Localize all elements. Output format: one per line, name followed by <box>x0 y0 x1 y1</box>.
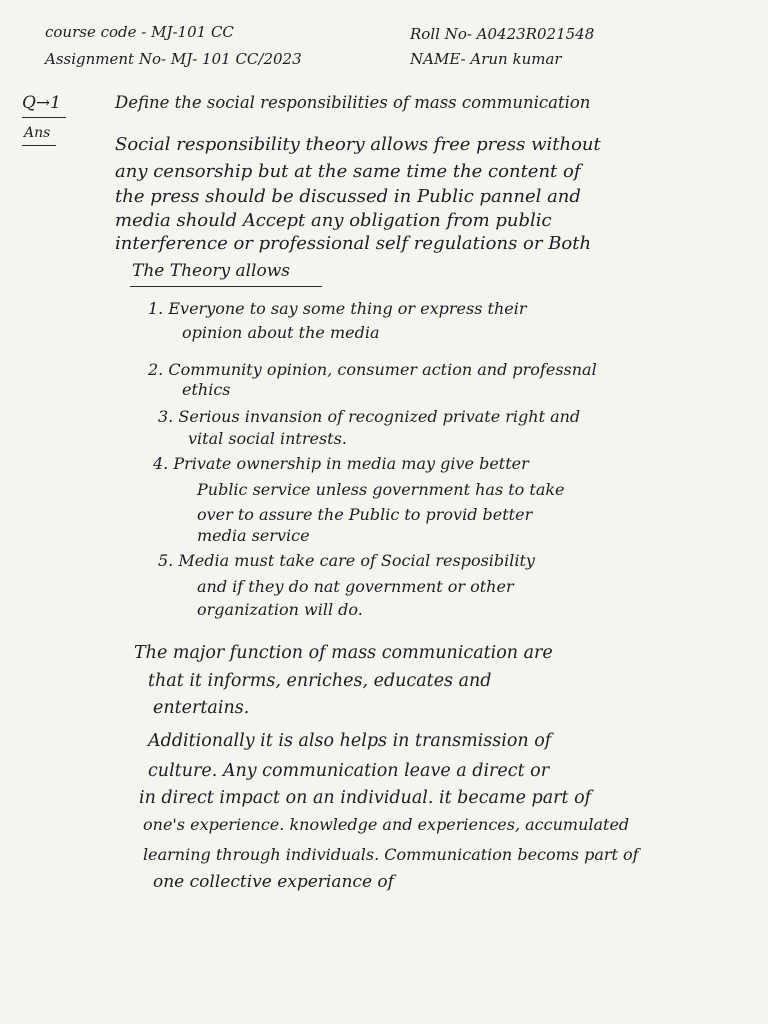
answer-line: in direct impact on an individual. it became part of <box>139 788 592 808</box>
answer-line: that it informs, enriches, educates and <box>148 671 492 691</box>
answer-line: learning through individuals. Communication becoms part of <box>143 845 639 864</box>
point-4-line: 4. Private ownership in media may give better <box>153 454 529 473</box>
answer-line: media should Accept any obligation from public <box>115 210 552 231</box>
answer-line: interference or professional self regulations or Both <box>115 233 592 254</box>
answer-line: culture. Any communication leave a direct or <box>148 761 550 781</box>
answer-line: one collective experiance of <box>153 872 394 892</box>
point-5-line: organization will do. <box>197 600 363 619</box>
theory-heading-underline <box>130 286 322 287</box>
answer-line: The major function of mass communication are <box>134 643 553 663</box>
answer-line: one's experience. knowledge and experiences, accumulated <box>143 815 630 834</box>
roll-number: Roll No- A0423R021548 <box>410 25 595 43</box>
course-code: course code - MJ-101 CC <box>45 23 234 41</box>
point-4-line: media service <box>197 526 310 545</box>
point-2-line: 2. Community opinion, consumer action and professnal <box>148 360 597 379</box>
theory-heading: The Theory allows <box>132 261 290 281</box>
question-number: Q→1 <box>22 93 61 113</box>
answer-line: Social responsibility theory allows free press without <box>115 134 601 155</box>
student-name: NAME- Arun kumar <box>410 50 562 68</box>
answer-line: any censorship but at the same time the content of <box>115 161 581 182</box>
answer-label: Ans <box>24 125 51 141</box>
point-4-line: over to assure the Public to provid better <box>197 505 533 524</box>
point-5-line: and if they do nat government or other <box>197 577 514 596</box>
question-text: Define the social responsibilities of mass communication <box>115 93 591 112</box>
answer-line: the press should be discussed in Public pannel and <box>115 186 581 207</box>
point-3-line: vital social intrests. <box>188 429 347 448</box>
point-3-line: 3. Serious invansion of recognized private right and <box>158 407 581 426</box>
answer-line: Additionally it is also helps in transmission of <box>148 731 552 751</box>
answer-line: entertains. <box>153 698 250 718</box>
point-4-line: Public service unless government has to take <box>197 480 565 499</box>
point-2-line: ethics <box>182 380 231 399</box>
point-1-line: 1. Everyone to say some thing or express their <box>148 299 527 318</box>
question-number-underline <box>22 117 66 118</box>
answer-label-underline <box>22 145 56 146</box>
point-5-line: 5. Media must take care of Social resposibility <box>158 551 535 570</box>
assignment-number: Assignment No- MJ- 101 CC/2023 <box>45 50 302 68</box>
point-1-line: opinion about the media <box>182 323 380 342</box>
